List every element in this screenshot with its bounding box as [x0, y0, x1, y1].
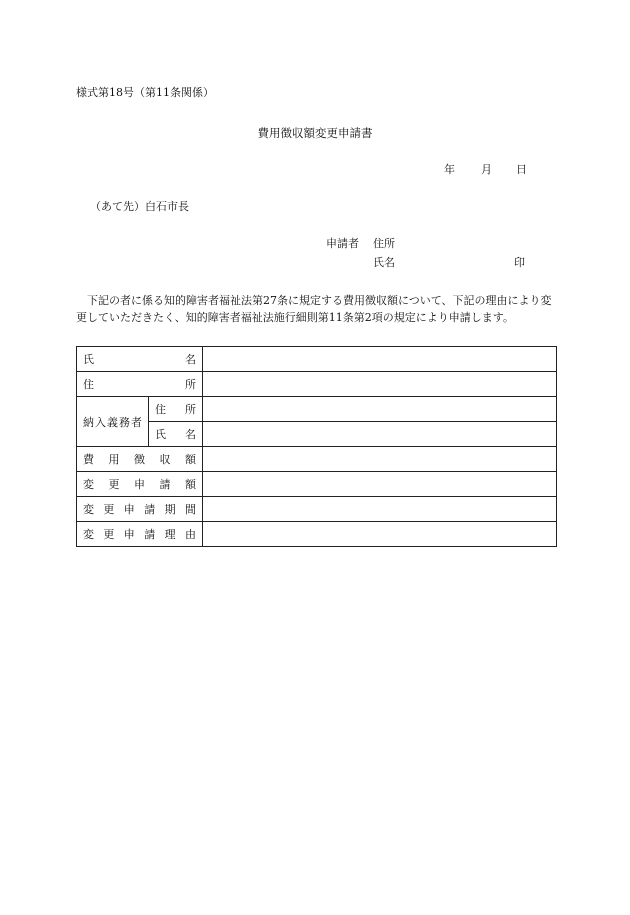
table-row [77, 397, 557, 422]
applicant-name-label: 氏名 [373, 256, 395, 269]
table-row [77, 497, 557, 522]
address-value-cell[interactable] [203, 372, 557, 397]
table-row [77, 422, 557, 447]
fee-amount-value-cell[interactable] [203, 447, 557, 472]
form-number: 様式第18号（第11条関係） [76, 86, 214, 99]
table-row [77, 522, 557, 547]
table-row [77, 472, 557, 497]
date-year-label: 年 [444, 163, 455, 176]
table-row [77, 447, 557, 472]
payer-address-label-cell: 住 所 [149, 397, 203, 422]
address-label-cell: 住 所 [77, 372, 203, 397]
payer-name-value-cell[interactable] [203, 422, 557, 447]
seal-mark: 印 [514, 256, 525, 269]
document-title: 費用徴収額変更申請書 [257, 126, 373, 140]
change-period-label-cell: 変更申請期間 [77, 497, 203, 522]
fee-amount-label-cell: 費用徴収額 [77, 447, 203, 472]
change-amount-value-cell[interactable] [203, 472, 557, 497]
name-label-cell: 氏 名 [77, 347, 203, 372]
change-reason-label-cell: 変更申請理由 [77, 522, 203, 547]
change-amount-label-cell: 変更申請額 [77, 472, 203, 497]
change-period-value-cell[interactable] [203, 497, 557, 522]
application-table [76, 346, 557, 547]
table-row [77, 372, 557, 397]
table-row [77, 347, 557, 372]
payer-address-value-cell[interactable] [203, 397, 557, 422]
addressee: （あて先）白石市長 [90, 200, 189, 213]
date-month-label: 月 [481, 163, 492, 176]
name-value-cell[interactable] [203, 347, 557, 372]
change-reason-value-cell[interactable] [203, 522, 557, 547]
date-day-label: 日 [516, 163, 527, 176]
body-text: 下記の者に係る知的障害者福祉法第27条に規定する費用徴収額について、下記の理由により変更していただきたく、知的障害者福祉法施行細則第11条第2項の規定により申請します。 [76, 294, 552, 324]
applicant-address-label: 住所 [373, 237, 395, 250]
payer-name-label-cell: 氏 名 [149, 422, 203, 447]
payer-label-cell: 納入義務者 [77, 397, 149, 447]
applicant-label: 申請者 [326, 237, 359, 250]
